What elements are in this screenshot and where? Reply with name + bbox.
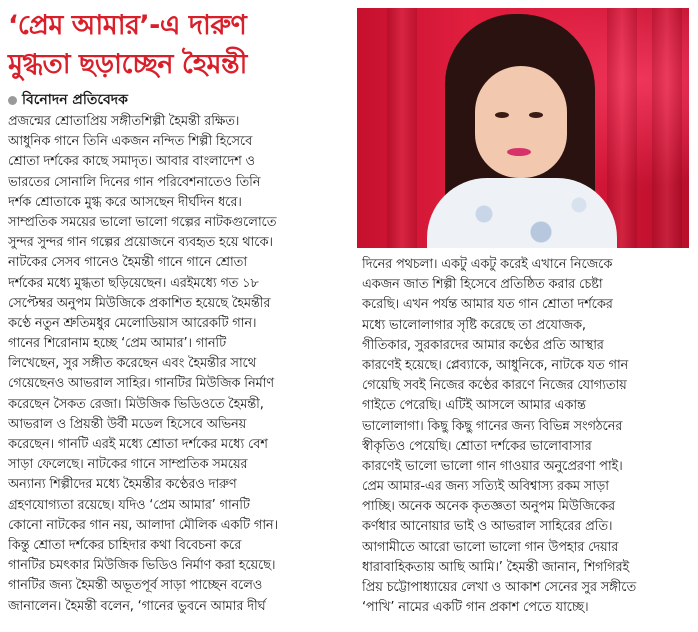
- article-text-line: কর্ণধার আনোয়ার ভাই ও আভরাল সাহিরের প্রতি।: [362, 519, 613, 535]
- article-text-line: আভরাল ও প্রিয়ন্তী উর্বী মডেল হিসেবে অভিনয়: [8, 416, 247, 432]
- article-text-line: করেছি। এখন পর্যন্ত আমার যত গান শ্রোতা দর্শকের: [362, 297, 613, 313]
- article-text-line: প্রেম আমার-এর জন্য সত্যিই অবিশ্বাস্য রকম সাড়া: [362, 479, 609, 495]
- article-text-line: নাটকের সেসব গানেও হৈমন্তী গানে গানে শ্রোতা: [8, 255, 247, 271]
- headline-line: ‘প্রেম আমার’-এ দারুণ: [8, 10, 247, 41]
- article-text-line: অন্যান্য শিল্পীদের মধ্যে হৈমন্তীর কণ্ঠেরও দারুণ: [8, 477, 237, 493]
- shirt-shape: [427, 178, 617, 248]
- article-text-line: শ্রোতা দর্শকের কাছে সমাদৃত। আবার বাংলাদেশ ও: [8, 154, 255, 170]
- byline: [8, 90, 350, 110]
- article-column-left: [8, 112, 354, 617]
- article-text-line: প্রিয় চট্টোপাধ্যায়ের লেখা ও আকাশ সেনের সুর সঙ্গীতে: [362, 580, 637, 595]
- article-text-line: জানালেন। হৈমন্তী বলেন, ‘গানের ভুবনে আমার দীর্ঘ: [8, 598, 266, 614]
- article-text-line: কণ্ঠে নতুন শ্রুতিমধুর মেলোডিয়াস আরেকটি গান।: [8, 315, 257, 331]
- article-text-line: গ্রহণযোগ্যতা রয়েছে। যদিও ‘প্রেম আমার’ গানটি: [8, 497, 250, 513]
- lips-shape: [507, 148, 531, 156]
- bullet-icon: [8, 96, 17, 105]
- article-text-line: গানটির চমৎকার মিউজিক ভিডিও নির্মাণ করা হয়েছে।: [8, 558, 276, 574]
- article-text-line: সেপ্টেম্বর অনুপম মিউজিকে প্রকাশিত হয়েছে হৈমন্তীর: [8, 295, 271, 311]
- article-text-line: ধারাবাহিকতায় আছি আমি।’ হৈমন্তী জানান, শিগগিরই: [362, 559, 630, 575]
- article-text-line: কারণেই ভালো ভালো গান গাওয়ার অনুপ্রেরণা পাই।: [362, 458, 623, 474]
- article-text-line: পাচ্ছি। অনেক অনেক কৃতজ্ঞতা অনুপম মিউজিকের: [362, 499, 615, 515]
- article-text-line: ভারতের সোনালি দিনের গান পরিবেশনাতেও তিনি: [8, 174, 261, 190]
- article-text-line: স্বীকৃতিও পেয়েছি। শ্রোতা দর্শকের ভালোবাসার: [362, 438, 592, 454]
- headline: [8, 6, 350, 84]
- article-text-line: দর্শক শ্রোতাকে মুগ্ধ করে আসছেন দীর্ঘদিন ধরে।: [8, 194, 242, 210]
- curtain-fold: [387, 8, 417, 248]
- article-text-line: করেছেন। গানটি এরই মধ্যে শ্রোতা দর্শকের মধ্যে বেশ: [8, 437, 268, 452]
- article-text-line: গেয়েছি সবই নিজের কণ্ঠের কারণে নিজের যোগ্যতায়: [362, 378, 627, 394]
- article-text-line: গাইতে পেরেছি। এটিই আসলে আমার একান্ত: [362, 398, 586, 414]
- article-text-line: মধ্যে ভালোলাগার সৃষ্টি করেছে তা প্রযোজক,: [362, 317, 586, 333]
- article-text-line: গানের শিরোনাম হচ্ছে ‘প্রেম আমার’। গানটি: [8, 336, 227, 352]
- article-text-line: দর্শকের মধ্যে মুগ্ধতা ছড়িয়েছেন। এরইমধ্যে গত ১৮: [8, 275, 259, 291]
- article-text-line: কোনো নাটকের গান নয়, আলাদা মৌলিক একটি গান।: [8, 517, 278, 533]
- article-text-line: সুন্দর সুন্দর গান গল্পের প্রয়োজনে ব্যবহৃত হয়ে থাকে।: [8, 235, 273, 251]
- article-text-line: গানটির জন্য হৈমন্তী অভূতপূর্ব সাড়া পাচ্ছেন বলেও: [8, 578, 263, 594]
- article-text-line: গেয়েছেনও আভরাল সাহির। গানটির মিউজিক নির্মাণ: [8, 376, 274, 392]
- article-text-line: করেছেন সৈকত রেজা। মিউজিক ভিডিওতে হৈমন্তী,: [8, 396, 264, 412]
- eye-shape: [529, 112, 543, 118]
- article-text-line: দিনের পথচলা। একটু একটু করেই এখানে নিজেকে: [362, 257, 613, 272]
- article-text-line: আগামীতে আরো ভালো ভালো গান উপহার দেয়ার: [362, 539, 619, 555]
- article-text-line: প্রজন্মের শ্রোতাপ্রিয় সঙ্গীতশিল্পী হৈমন্তী রক্ষিত।: [8, 114, 240, 129]
- article-text-line: ভালোলাগা। কিছু কিছু গানের জন্য বিভিন্ন সংগঠনের: [362, 418, 623, 434]
- face-shape: [475, 66, 567, 178]
- article-text-line: সাড়া ফেলেছে। নাটকের গানে সাম্প্রতিক সময়ের: [8, 457, 248, 473]
- singer-photo: [357, 8, 689, 248]
- article-text-line: আধুনিক গানে তিনি একজন নন্দিত শিল্পী হিসেবে: [8, 134, 253, 150]
- article-column-right: [362, 255, 692, 618]
- article-text-line: কিন্তু শ্রোতা দর্শকের চাহিদার কথা বিবেচনা করে: [8, 537, 242, 553]
- eye-shape: [495, 112, 509, 118]
- article-text-line: লিখেছেন, সুর সঙ্গীত করেছেন এবং হৈমন্তীর সাথে: [8, 356, 256, 372]
- article-text-line: গীতিকার, সুরকারদের আমার কণ্ঠের প্রতি আস্থার: [362, 337, 604, 353]
- curtain-fold: [652, 8, 682, 248]
- headline-line: মুগ্ধতা ছড়াচ্ছেন হৈমন্তী: [8, 49, 247, 80]
- byline-text: বিনোদন প্রতিবেদক: [22, 92, 128, 108]
- article-text-line: ‘পাখি’ নামের একটি গান প্রকাশ পেতে যাচ্ছে।: [362, 600, 589, 616]
- article-text-line: কারণেই হয়েছে। প্লেব্যাকে, আধুনিকে, নাটকে যত গান: [362, 357, 629, 373]
- article-text-line: সাম্প্রতিক সময়ের ভালো ভালো গল্পের নাটকগুলোতে: [8, 214, 277, 230]
- article-text-line: একজন জাত শিল্পী হিসেবে প্রতিষ্ঠিত করার চেষ্টা: [362, 277, 603, 293]
